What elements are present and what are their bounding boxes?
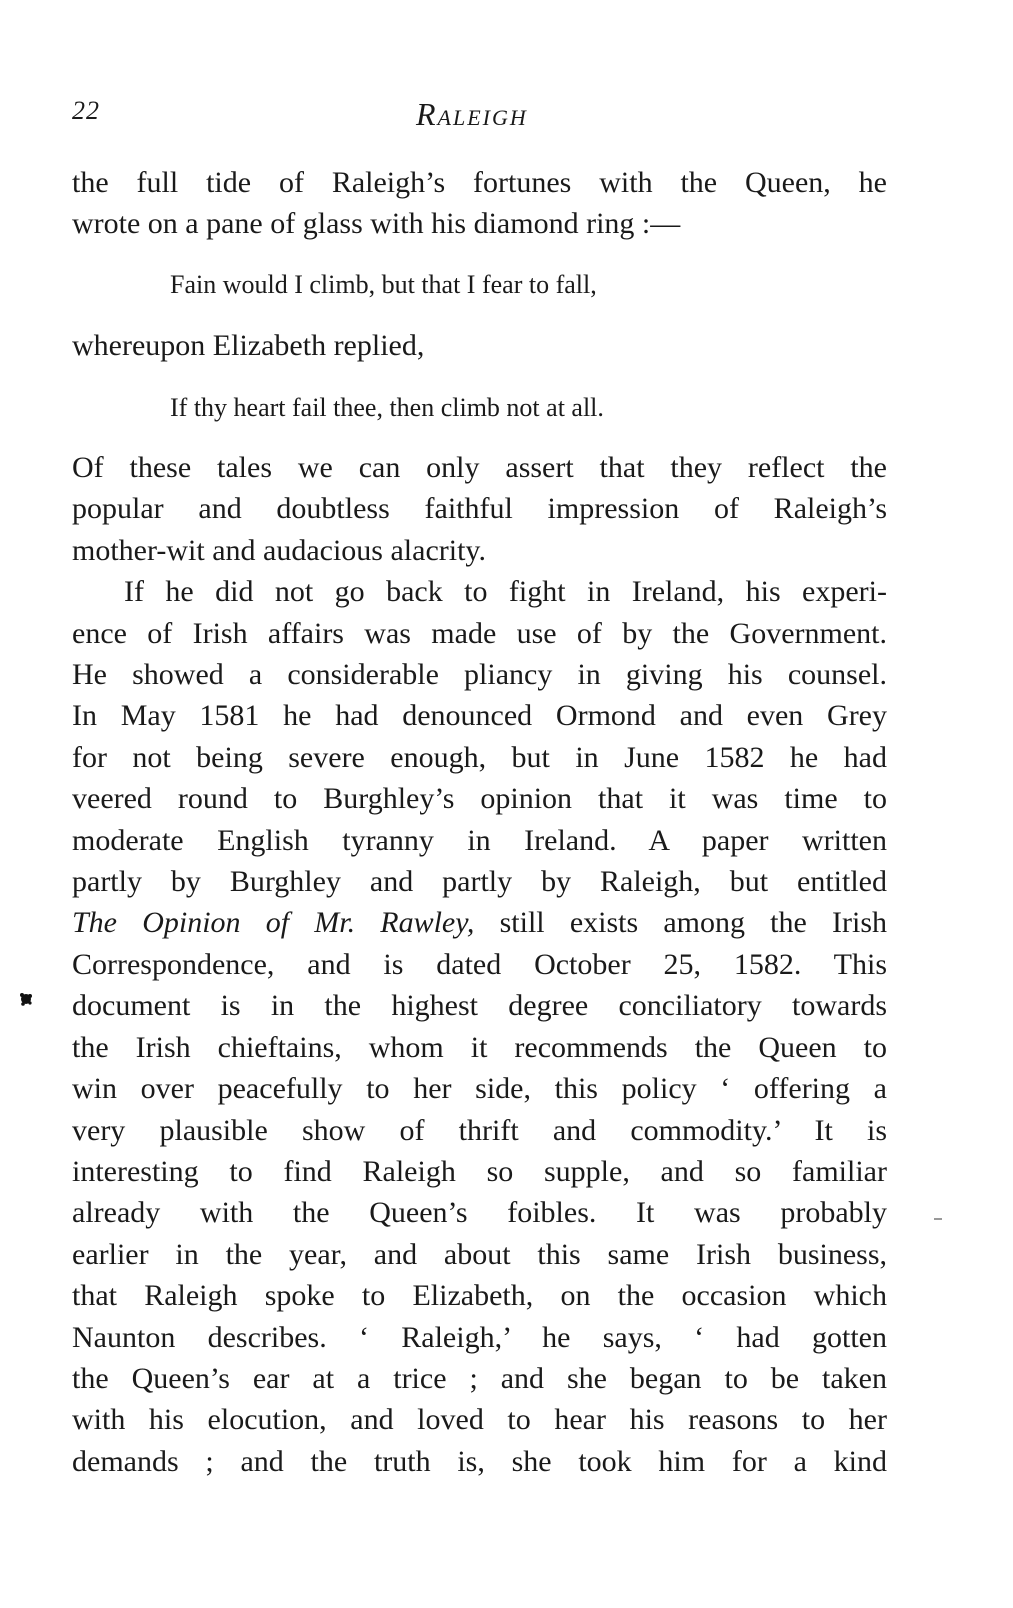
text-line: demands ; and the truth is, she took him for a kind [72,1444,887,1478]
text-line: very plausible show of thrift and commodity.’ It is [72,1113,887,1147]
paragraph-continuation [72,162,887,245]
body-text [72,447,887,1482]
document-title: The Opinion of Mr. Rawley, [72,906,475,940]
page-header [72,96,892,136]
text-line: document is in the highest degree conciliatory towards [72,989,887,1023]
text-line: Correspondence, and is dated October 25, 1582. This [72,947,887,981]
ink-blot-mark [18,990,34,1008]
text-line: interesting to find Raleigh so supple, and so familiar [72,1154,887,1188]
text-line: with his elocution, and loved to hear his reasons to her [72,1403,887,1437]
text-line: the full tide of Raleigh’s fortunes with the Queen, he [72,166,887,199]
text-line: the Queen’s ear at a trice ; and she began to be taken [72,1361,887,1395]
ink-blot-icon [18,990,34,1008]
running-title-rest: ALEIGH [437,105,528,130]
verse-line-raleigh: Fain would I climb, but that I fear to fall, [170,270,597,299]
text-line: moderate English tyranny in Ireland. A paper written [72,823,887,857]
text-line: Naunton describes. ‘ Raleigh,’ he says, ‘ had gotten [72,1320,887,1354]
text-line: for not being severe enough, but in June 1582 he had [72,740,887,774]
running-title [416,96,528,133]
text-line: In May 1581 he had denounced Ormond and even Grey [72,699,887,733]
text-line: partly by Burghley and partly by Raleigh, but entitled [72,865,887,899]
text-line: Of these tales we can only assert that they reflect the [72,451,887,484]
text-line-rest: still exists among the Irish [474,906,888,940]
text-line: earlier in the year, and about this same Irish business, [72,1237,887,1271]
text-line: popular and doubtless faithful impression of Raleigh’s [72,492,887,526]
text-line: If he did not go back to fight in Ireland, his experi- [124,575,887,609]
text-line: the Irish chieftains, whom it recommends the Queen to [72,1030,887,1064]
paragraph-whereupon [72,325,887,366]
text-line [72,902,887,943]
margin-tick-mark [934,1218,942,1220]
text-line: whereupon Elizabeth replied, [72,329,425,362]
text-line: ence of Irish affairs was made use of by the Government. [72,616,887,650]
text-line: veered round to Burghley’s opinion that it was time to [72,782,887,816]
text-line: win over peacefully to her side, this policy ‘ offering a [72,1072,887,1106]
page-number: 22 [72,96,100,125]
text-line: that Raleigh spoke to Elizabeth, on the occasion which [72,1279,887,1313]
text-line: wrote on a pane of glass with his diamond ring :— [72,207,681,241]
text-line: mother-wit and audacious alacrity. [72,533,486,567]
text-line: already with the Queen’s foibles. It was probably [72,1196,887,1230]
text-line: He showed a considerable pliancy in giving his counsel. [72,658,887,692]
verse-line-elizabeth: If thy heart fail thee, then climb not at all. [170,393,604,422]
running-title-initial: R [416,96,438,132]
